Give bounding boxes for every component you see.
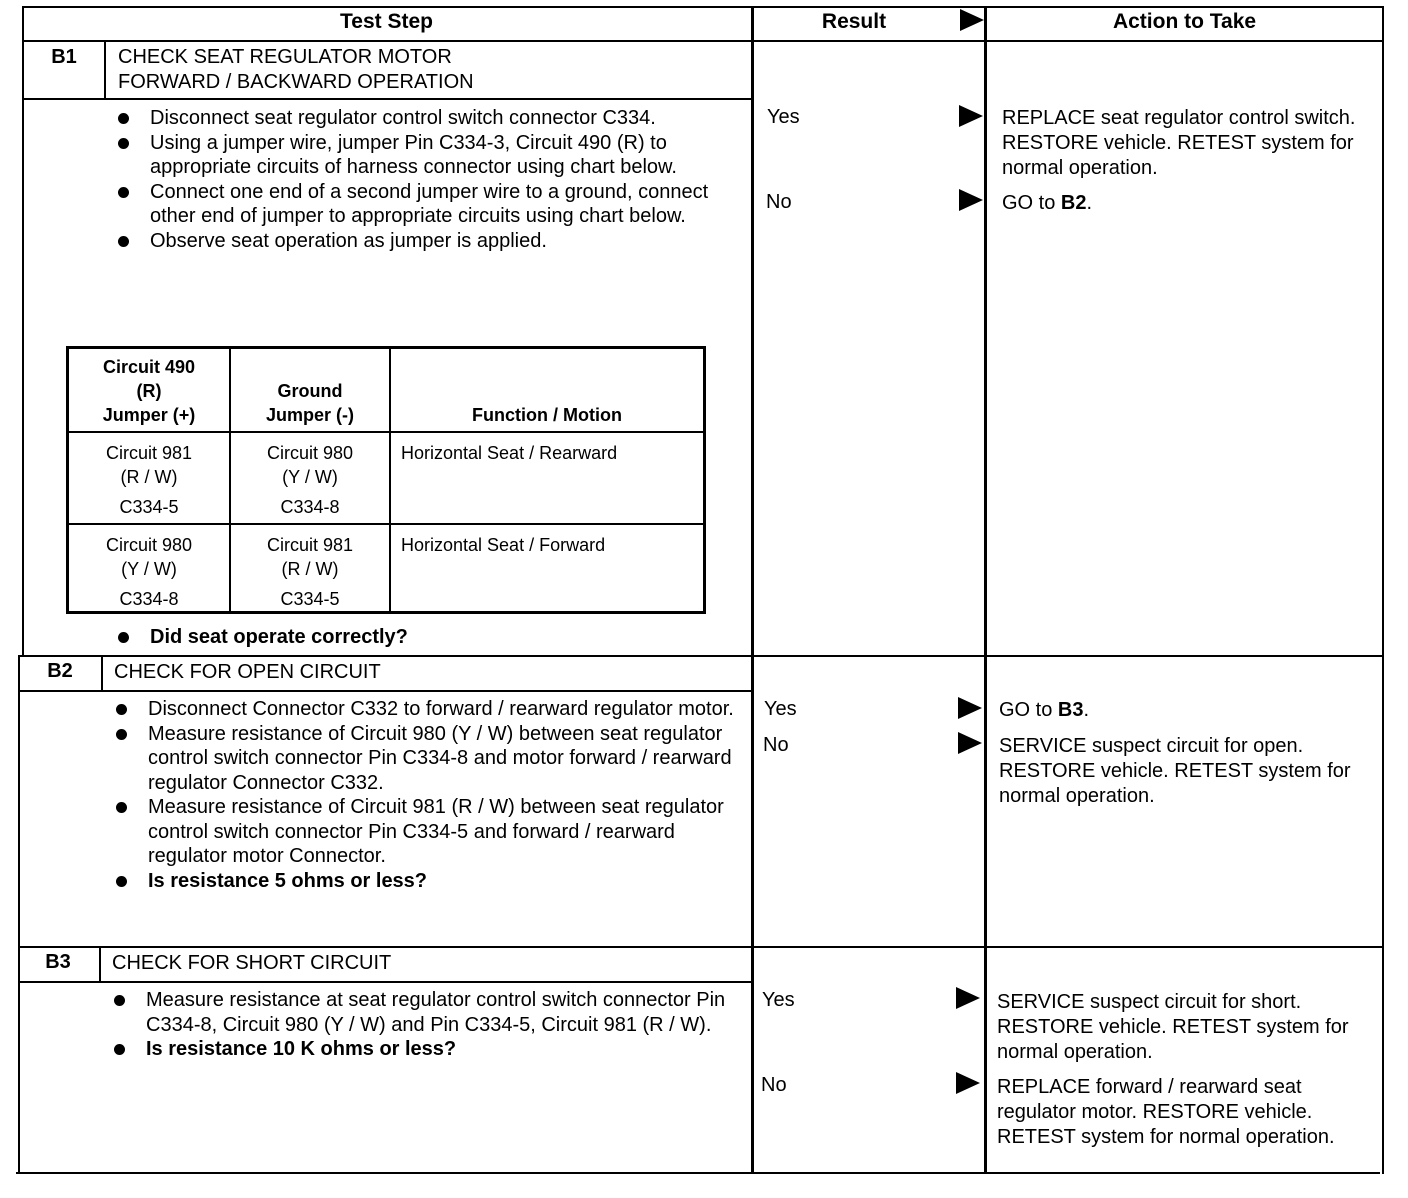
list-item: Measure resistance of Circuit 980 (Y / W) between seat regulator control switch connector Pin C334-8 and motor forward / rearward regulator Connector C332. [112,722,737,796]
b3-no-arrow-icon [956,1072,980,1094]
b3-title-divider [18,981,753,983]
bullet-icon [118,113,129,124]
b1-id-separator [104,40,106,100]
bullet-icon [114,995,125,1006]
col-header-function: Function / Motion [390,348,705,432]
b3-action-yes: SERVICE suspect circuit for short. RESTORE vehicle. RETEST system for normal operation. [997,991,1349,1063]
b1-question-list [114,625,744,650]
cell-ground-jumper: Circuit 981 (R / W) C334-5 [230,524,390,613]
col-header-ground-jumper: Ground Jumper (-) [230,348,390,432]
b1-bullet-list [114,106,744,253]
b2-bullet-list [112,697,737,893]
step-title-b1-line2: FORWARD / BACKWARD OPERATION [118,71,474,93]
b2-no-arrow-icon [958,732,982,754]
cell-function: Horizontal Seat / Rearward [390,432,705,524]
frame-bottom [16,1172,1380,1174]
list-item: Did seat operate correctly? [114,625,744,650]
bullet-icon [116,704,127,715]
table-row [68,432,705,524]
col-separator-action [984,6,987,1174]
list-item: Connect one end of a second jumper wire to a ground, connect other end of jumper to appropriate circuits using chart below. [114,180,744,229]
b2-result-yes: Yes [764,698,797,720]
bullet-icon [116,802,127,813]
cell-jumper-plus: Circuit 981 (R / W) C334-5 [68,432,231,524]
b1-action-yes: REPLACE seat regulator control switch. RESTORE vehicle. RETEST system for normal operation. [1002,107,1356,179]
b2-id-separator [101,656,103,692]
bullet-icon [118,187,129,198]
b3-id-separator [99,947,101,983]
frame-right [1382,6,1384,1174]
col-header-jumper-plus: Circuit 490 (R) Jumper (+) [68,348,231,432]
b3-bullet-list [110,988,735,1062]
frame-top [22,6,1384,8]
step-title-b1 [118,45,474,95]
step-title-b3: CHECK FOR SHORT CIRCUIT [112,952,392,974]
header-result: Result [821,10,887,33]
b2-action-no: SERVICE suspect circuit for open. RESTORE vehicle. RETEST system for normal operation. [999,735,1351,807]
header-action: Action to Take [1112,10,1257,33]
b3-yes-arrow-icon [956,987,980,1009]
list-item: Disconnect Connector C332 to forward / rearward regulator motor. [112,697,737,722]
cell-ground-jumper: Circuit 980 (Y / W) C334-8 [230,432,390,524]
b1-title-divider [22,98,753,100]
b2-action-yes: GO to B3. [999,699,1090,721]
frame-left-lower [18,656,20,1174]
b3-result-no: No [761,1074,787,1096]
step-id-b3: B3 [45,951,71,973]
list-item: Is resistance 5 ohms or less? [112,869,737,894]
cell-jumper-plus: Circuit 980 (Y / W) C334-8 [68,524,231,613]
bullet-icon [118,138,129,149]
bullet-icon [114,1044,125,1055]
frame-left-upper [22,6,24,656]
list-item: Measure resistance of Circuit 981 (R / W) between seat regulator control switch connector Pin C334-5 and forward / rearward regulator motor Connector. [112,795,737,869]
b1-result-yes: Yes [767,106,800,128]
header-test-step: Test Step [340,10,433,33]
list-item: Measure resistance at seat regulator control switch connector Pin C334-8, Circuit 980 (Y / W) and Pin C334-5, Circuit 981 (R / W). [110,988,735,1037]
b1-result-no: No [766,191,792,213]
bullet-icon [116,876,127,887]
b1-yes-arrow-icon [959,105,983,127]
cell-function: Horizontal Seat / Forward [390,524,705,613]
b3-result-yes: Yes [762,989,795,1011]
header-arrow-icon [960,9,984,31]
b2-result-no: No [763,734,789,756]
step-id-b1: B1 [51,46,77,68]
list-item: Observe seat operation as jumper is applied. [114,229,744,254]
bullet-icon [118,236,129,247]
bullet-icon [116,729,127,740]
b2-top-divider [18,655,1384,657]
list-item: Disconnect seat regulator control switch connector C334. [114,106,744,131]
list-item: Using a jumper wire, jumper Pin C334-3, Circuit 490 (R) to appropriate circuits of harness connector using chart below. [114,131,744,180]
list-item: Is resistance 10 K ohms or less? [110,1037,735,1062]
b2-title-divider [18,690,753,692]
table-row [68,524,705,613]
b1-action-no: GO to B2. [1002,192,1093,214]
b3-action-no: REPLACE forward / rearward seat regulator motor. RESTORE vehicle. RETEST system for normal operation. [997,1076,1335,1148]
header-divider [22,40,1384,42]
b1-no-arrow-icon [959,189,983,211]
col-separator-result [751,6,754,1174]
step-id-b2: B2 [47,660,73,682]
b3-top-divider [18,946,1384,948]
table-header-row [68,348,705,432]
step-title-b2: CHECK FOR OPEN CIRCUIT [114,661,381,683]
bullet-icon [118,632,129,643]
b2-yes-arrow-icon [958,697,982,719]
circuit-jumper-table [66,346,706,614]
step-title-b1-line1: CHECK SEAT REGULATOR MOTOR [118,46,452,68]
diagnostic-test-table [22,6,1384,1174]
